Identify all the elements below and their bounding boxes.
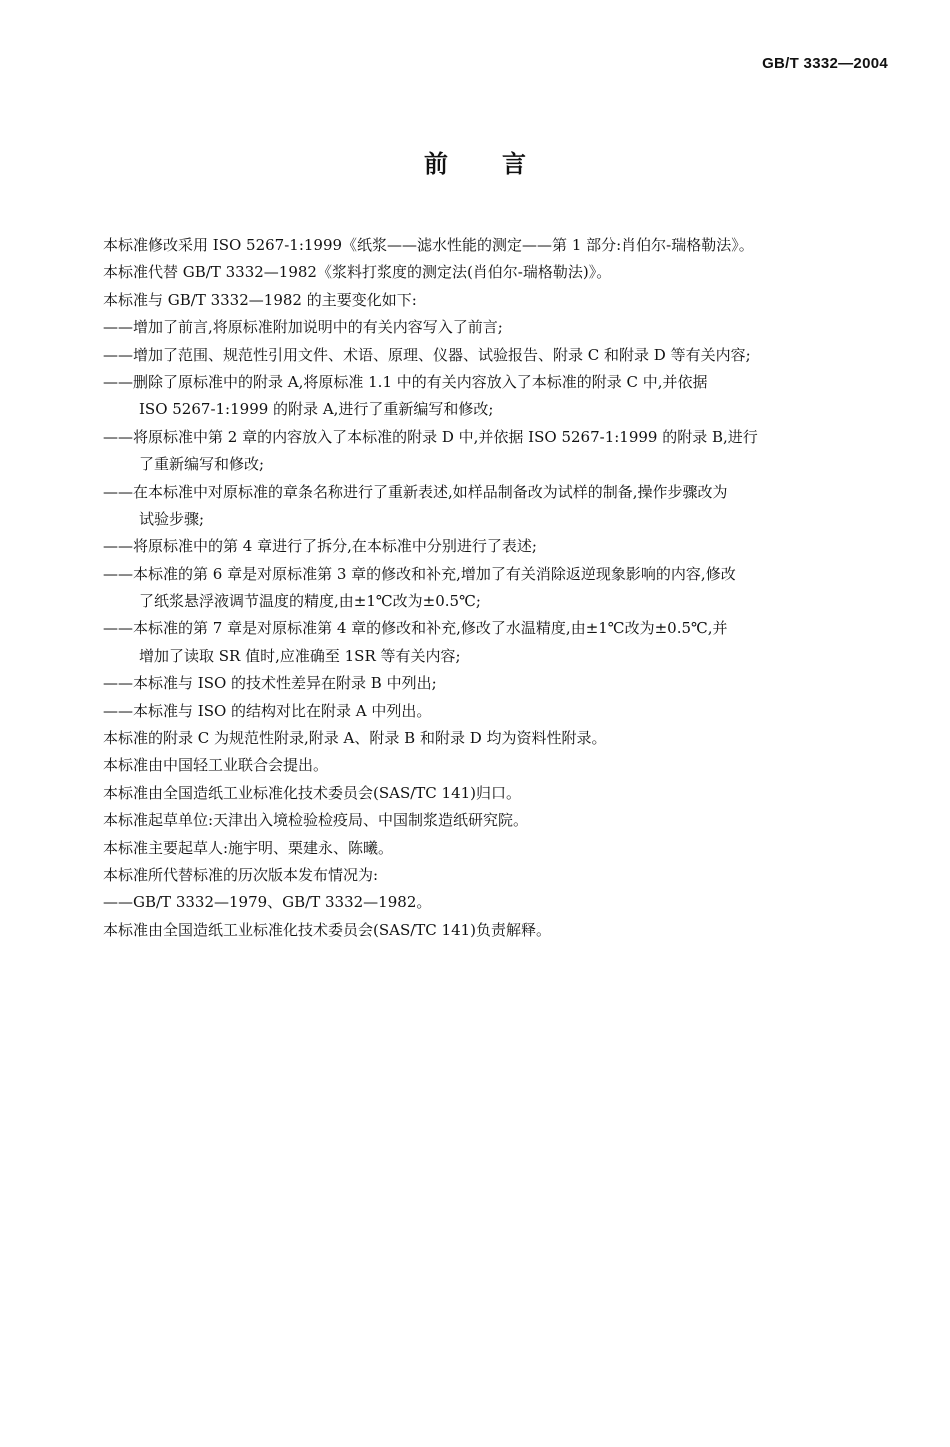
change-item: ——增加了前言,将原标准附加说明中的有关内容写入了前言; [103, 318, 503, 337]
change-item: ——将原标准中的第 4 章进行了拆分,在本标准中分别进行了表述; [103, 537, 537, 556]
preface-line: 本标准的附录 C 为规范性附录,附录 A、附录 B 和附录 D 均为资料性附录。 [103, 729, 607, 748]
change-item-continuation: 试验步骤; [139, 509, 205, 528]
change-item-continuation: 了重新编写和修改; [139, 455, 265, 474]
preface-line: 本标准主要起草人:施宇明、栗建永、陈曦。 [103, 838, 394, 857]
change-item: ——GB/T 3332—1979、GB/T 3332—1982。 [103, 893, 432, 912]
change-item: ——本标准的第 6 章是对原标准第 3 章的修改和补充,增加了有关消除返逆现象影响的内容,修改 [103, 564, 736, 583]
preface-line: 本标准修改采用 ISO 5267-1:1999《纸浆——滤水性能的测定——第 1 部分:肖伯尔-瑞格勒法》。 [103, 236, 754, 254]
change-item: ——增加了范围、规范性引用文件、术语、原理、仪器、试验报告、附录 C 和附录 D 等有关内容; [103, 345, 751, 364]
change-item: ——删除了原标准中的附录 A,将原标准 1.1 中的有关内容放入了本标准的附录 C 中,并依据 [103, 372, 708, 391]
change-item: ——在本标准中对原标准的章条名称进行了重新表述,如样品制备改为试样的制备,操作步骤改为 [103, 482, 728, 501]
preface-line: 本标准由中国轻工业联合会提出。 [103, 756, 329, 775]
preface-line: 本标准所代替标准的历次版本发布情况为: [103, 865, 379, 884]
change-item: ——本标准的第 7 章是对原标准第 4 章的修改和补充,修改了水温精度,由±1℃改为±0.5℃,并 [103, 619, 728, 638]
change-item: ——本标准与 ISO 的结构对比在附录 A 中列出。 [103, 701, 432, 720]
preface-body [103, 232, 893, 944]
preface-line: 本标准与 GB/T 3332—1982 的主要变化如下: [103, 290, 417, 309]
standard-code: GB/T 3332—2004 [762, 55, 888, 72]
preface-line: 本标准由全国造纸工业标准化技术委员会(SAS/TC 141)负责解释。 [103, 920, 552, 939]
change-item-continuation: 增加了读取 SR 值时,应准确至 1SR 等有关内容; [139, 646, 461, 665]
change-item: ——本标准与 ISO 的技术性差异在附录 B 中列出; [103, 674, 437, 693]
preface-line: 本标准由全国造纸工业标准化技术委员会(SAS/TC 141)归口。 [103, 783, 522, 802]
preface-line: 本标准代替 GB/T 3332—1982《浆料打浆度的测定法(肖伯尔-瑞格勒法)》。 [103, 263, 612, 282]
change-item-continuation: ISO 5267-1:1999 的附录 A,进行了重新编写和修改; [139, 400, 494, 419]
preface-line: 本标准起草单位:天津出入境检验检疫局、中国制浆造纸研究院。 [103, 811, 529, 830]
page-title: 前言 [424, 150, 580, 178]
change-item-continuation: 了纸浆悬浮液调节温度的精度,由±1℃改为±0.5℃; [139, 592, 481, 611]
change-item: ——将原标准中第 2 章的内容放入了本标准的附录 D 中,并依据 ISO 5267-1:1999 的附录 B,进行 [103, 427, 758, 446]
